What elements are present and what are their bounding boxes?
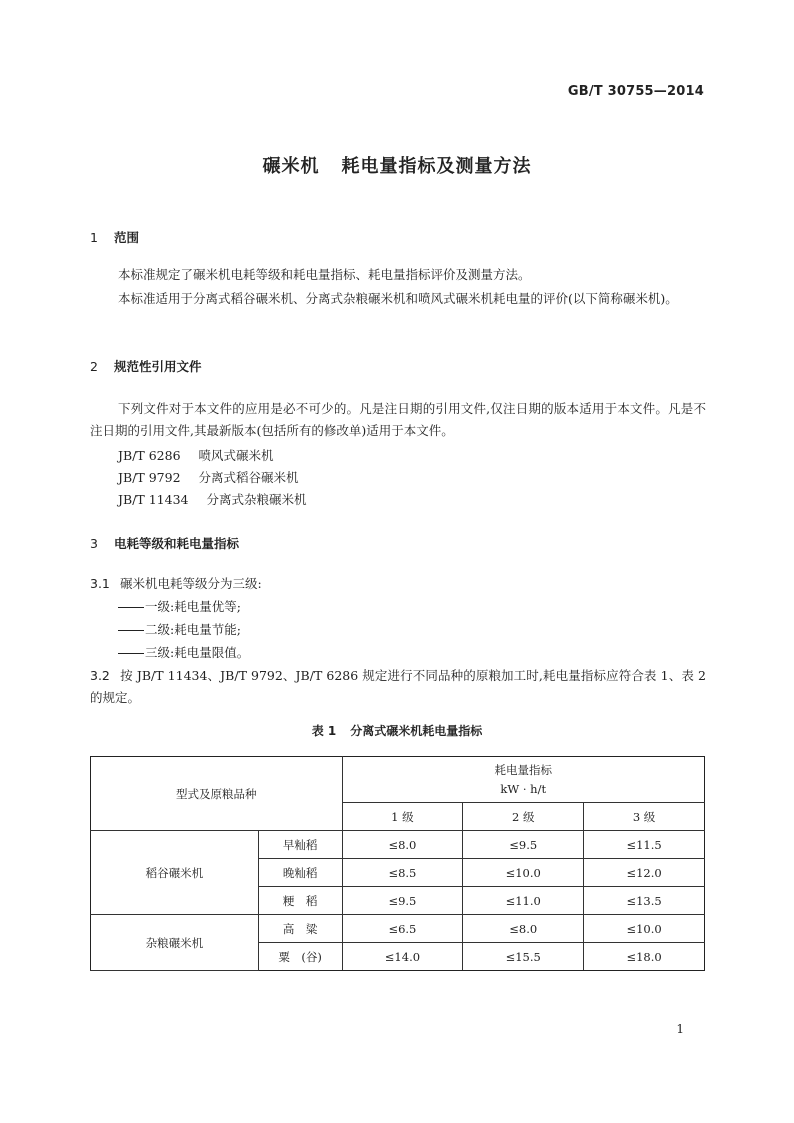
reference-item	[118, 490, 307, 508]
value-cell: ≤8.0	[463, 915, 584, 943]
value-cell: ≤10.0	[463, 859, 584, 887]
group-name: 杂粮碾米机	[91, 915, 259, 971]
reference-name: 分离式稻谷碾米机	[198, 470, 299, 485]
level-header: 1 级	[342, 803, 463, 831]
value-cell: ≤11.0	[463, 887, 584, 915]
clause-3-1-text: 碾米机电耗等级分为三级:	[120, 576, 262, 591]
table-row	[91, 831, 705, 859]
level-item-text: 二级:耗电量节能;	[145, 622, 241, 637]
value-cell: ≤8.5	[342, 859, 463, 887]
grain-name: 早籼稻	[258, 831, 342, 859]
level-header: 2 级	[463, 803, 584, 831]
section-1-paragraph-1: 本标准规定了碾米机电耗等级和耗电量指标、耗电量指标评价及测量方法。	[118, 267, 531, 282]
section-3-number: 3	[90, 536, 98, 551]
reference-name: 分离式杂粮碾米机	[206, 492, 307, 507]
value-cell: ≤14.0	[342, 943, 463, 971]
table-header-metric	[342, 757, 704, 803]
level-item	[118, 643, 249, 661]
section-3-title: 电耗等级和耗电量指标	[114, 536, 240, 551]
reference-code: JB/T 11434	[118, 492, 189, 507]
value-cell: ≤13.5	[584, 887, 705, 915]
document-title	[0, 152, 794, 178]
section-1-title: 范围	[114, 230, 140, 245]
level-item	[118, 620, 241, 638]
value-cell: ≤9.5	[463, 831, 584, 859]
reference-name: 喷风式碾米机	[198, 448, 274, 463]
clause-3-1	[90, 573, 706, 595]
power-consumption-table	[90, 756, 705, 971]
dash-mark	[118, 653, 144, 654]
clause-3-2	[90, 665, 706, 709]
title-part-1: 碾米机	[262, 156, 320, 177]
grain-name: 粟 (谷)	[258, 943, 342, 971]
clause-3-1-number: 3.1	[90, 576, 110, 591]
grain-name: 粳 稻	[258, 887, 342, 915]
dash-mark	[118, 630, 144, 631]
value-cell: ≤6.5	[342, 915, 463, 943]
section-3-heading	[90, 534, 239, 552]
group-name: 稻谷碾米机	[91, 831, 259, 915]
section-1-heading	[90, 228, 139, 246]
dash-mark	[118, 607, 144, 608]
section-2-title: 规范性引用文件	[114, 359, 202, 374]
title-part-2: 耗电量指标及测量方法	[341, 156, 532, 177]
level-header: 3 级	[584, 803, 705, 831]
section-1-number: 1	[90, 230, 98, 245]
level-item-text: 一级:耗电量优等;	[145, 599, 241, 614]
metric-label: 耗电量指标	[494, 762, 552, 777]
value-cell: ≤9.5	[342, 887, 463, 915]
value-cell: ≤15.5	[463, 943, 584, 971]
standard-code: GB/T 30755—2014	[567, 84, 704, 99]
page-number: 1	[676, 1022, 684, 1036]
reference-item	[118, 446, 274, 464]
reference-code: JB/T 6286	[118, 448, 181, 463]
level-item	[118, 597, 241, 615]
value-cell: ≤10.0	[584, 915, 705, 943]
section-2-number: 2	[90, 359, 98, 374]
clause-3-2-number: 3.2	[90, 668, 110, 683]
section-2-heading	[90, 357, 202, 375]
table-1-number: 表 1	[311, 724, 337, 738]
table-1-title: 分离式碾米机耗电量指标	[350, 724, 483, 738]
value-cell: ≤11.5	[584, 831, 705, 859]
table-row	[91, 915, 705, 943]
section-2-paragraph-1: 下列文件对于本文件的应用是必不可少的。凡是注日期的引用文件,仅注日期的版本适用于本文件。凡是不注日期的引用文件,其最新版本(包括所有的修改单)适用于本文件。	[90, 401, 706, 438]
table-header-type: 型式及原粮品种	[91, 757, 343, 831]
table-1-caption	[0, 722, 794, 739]
level-item-text: 三级:耗电量限值。	[145, 645, 250, 660]
section-1-paragraph-2: 本标准适用于分离式稻谷碾米机、分离式杂粮碾米机和喷风式碾米机耗电量的评价(以下简称碾米机)。	[118, 291, 678, 306]
value-cell: ≤18.0	[584, 943, 705, 971]
grain-name: 高 粱	[258, 915, 342, 943]
value-cell: ≤12.0	[584, 859, 705, 887]
metric-unit: kW · h/t	[500, 781, 547, 796]
grain-name: 晚籼稻	[258, 859, 342, 887]
reference-code: JB/T 9792	[118, 470, 181, 485]
clause-3-2-text: 按 JB/T 11434、JB/T 9792、JB/T 6286 规定进行不同品种的原粮加工时,耗电量指标应符合表 1、表 2 的规定。	[90, 668, 706, 705]
reference-item	[118, 468, 299, 486]
value-cell: ≤8.0	[342, 831, 463, 859]
